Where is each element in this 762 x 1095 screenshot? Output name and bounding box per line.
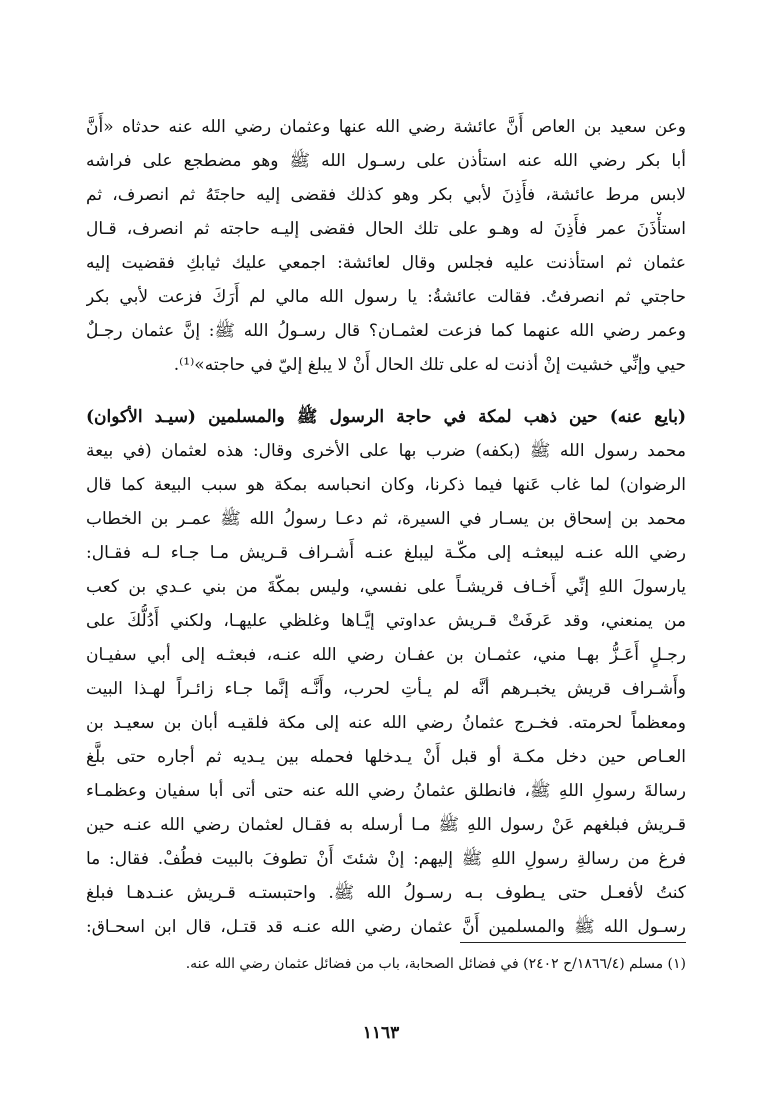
text-line: لابس مرط عائشة، فأَذِنَ لأبي بكر وهو كذلك فقضى إليه حاجتَهُ ثم انصرف، ثم [86,185,686,205]
text-line: ومعظماً لحرمته. فخـرج عثمانُ رضي الله عنه إلى مكة فلقيـه أبان بن سعيـد بن [86,713,686,733]
footnote: (١) مسلم (١٨٦٦/٤/ح ٢٤٠٢) في فضائل الصحابة، باب من فضائل عثمان رضي الله عنه. [185,956,686,972]
text-line: استأْذَنَ عمر فأَذِنَ له وهـو على تلك الحال فقضى إليـه حاجته ثم انصرف، قـال [86,219,686,239]
text-line: عثمان ثم استأذنت عليه فجلس وقال لعائشة: اجمعي عليك ثيابكِ فقضيت إليه [86,253,686,273]
page-number: ١١٦٣ [362,1023,400,1043]
text-line: الرضوان) لما غاب عَنها فيما ذكرنا، وكان انحباسه بمكة هو سبب البيعة كما قال [86,475,686,495]
footnote-divider [460,942,686,943]
text-line: وعمر رضي الله عنهما كما فزعت لعثمـان؟ قال رسـولُ الله ﷺ: إنَّ عثمان رجـلٌ [86,321,686,341]
text-line: (بايع عنه) حين ذهب لمكة في حاجة الرسول ﷺ والمسلمين (سيـد الأكوان) [86,407,686,427]
text-line: العـاص حين دخل مكـة أو قبل أَنْ يـدخلها فحمله بين يـديه ثم أجاره حتى بلَّغ [86,747,686,767]
text-line: أبا بكر رضي الله عنه استأذن على رسـول الله ﷺ وهو مضطجع على فراشه [86,151,686,171]
paragraph-commentary [86,400,686,944]
text-line: قـريش فبلغهم عَنْ رسول اللهِ ﷺ مـا أرسله به فقـال لعثمان رضي الله عنـه حين [86,815,686,835]
text-line: حيي وإنِّي خشيت إنْ أذنت له على تلك الحال أَنْ لا يبلغ إليّ في حاجته»⁽¹⁾. [173,355,686,375]
text-line: حاجتي ثم انصرفتُ. فقالت عائشةُ: يا رسول الله مالي لم أَرَكَ فزعت لأبي بكر [86,287,686,307]
text-line: رضي الله عنـه ليبعثـه إلى مكّـة ليبلغ عنـه أَشـراف قـريش مـا جـاء لـه فقـال: [86,543,686,563]
text-line: كنتُ لأفعـل حتى يـطوف بـه رسـولُ الله ﷺ. واحتبستـه قـريش عنـدهـا فبلغ [86,883,686,903]
paragraph-hadith [86,110,686,382]
text-line: محمد بن إسحاق بن يسـار في السيرة، ثم دعـا رسولُ الله ﷺ عمـر بن الخطاب [86,509,686,529]
text-line: وأَشـراف قريش يخبـرهم أنَّه لم يـأتِ لحرب، وأَنَّـه إنَّما جـاء زائـراً لهـذا البيت [86,679,686,699]
text-line: محمد رسول الله ﷺ (بكفه) ضرب بها على الأخرى وقال: هذه لعثمان (في بيعة [86,441,686,461]
text-line: وعن سعيد بن العاص أَنَّ عائشة رضي الله عنها وعثمان رضي الله عنه حدثاه «أَنَّ [86,117,686,137]
text-line: رسالةَ رسولِ اللهِ ﷺ، فانطلق عثمانُ رضي الله عنه حتى أتى أبا سفيان وعظمـاء [86,781,686,801]
text-line: رسـول الله ﷺ والمسلمين أَنَّ عثمان رضي الله عنـه قد قتـل، قال ابن اسحـاق: [86,917,686,937]
text-line: من يمنعني، وقد عَرفَتْ قـريش عداوتي إيَّـاها وغلظي عليهـا، ولكني أَدُلُّكَ على [86,611,686,631]
text-line: يارسولَ اللهِ إنِّي أَخـاف قريشـاً على نفسي، وليس بمكّةَ من بني عـدي بن كعب [86,577,686,597]
text-line: رجـلٍ أَعَـزُّ بهـا مني، عثمـان بن عفـان رضي الله عنـه، فبعثـه إلى أبي سفيـان [86,645,686,665]
text-line: فرغ من رسالةِ رسولِ اللهِ ﷺ إليهم: إنْ شئتَ أَنْ تطوفَ بالبيت فطُفْ. فقال: ما [86,849,686,869]
